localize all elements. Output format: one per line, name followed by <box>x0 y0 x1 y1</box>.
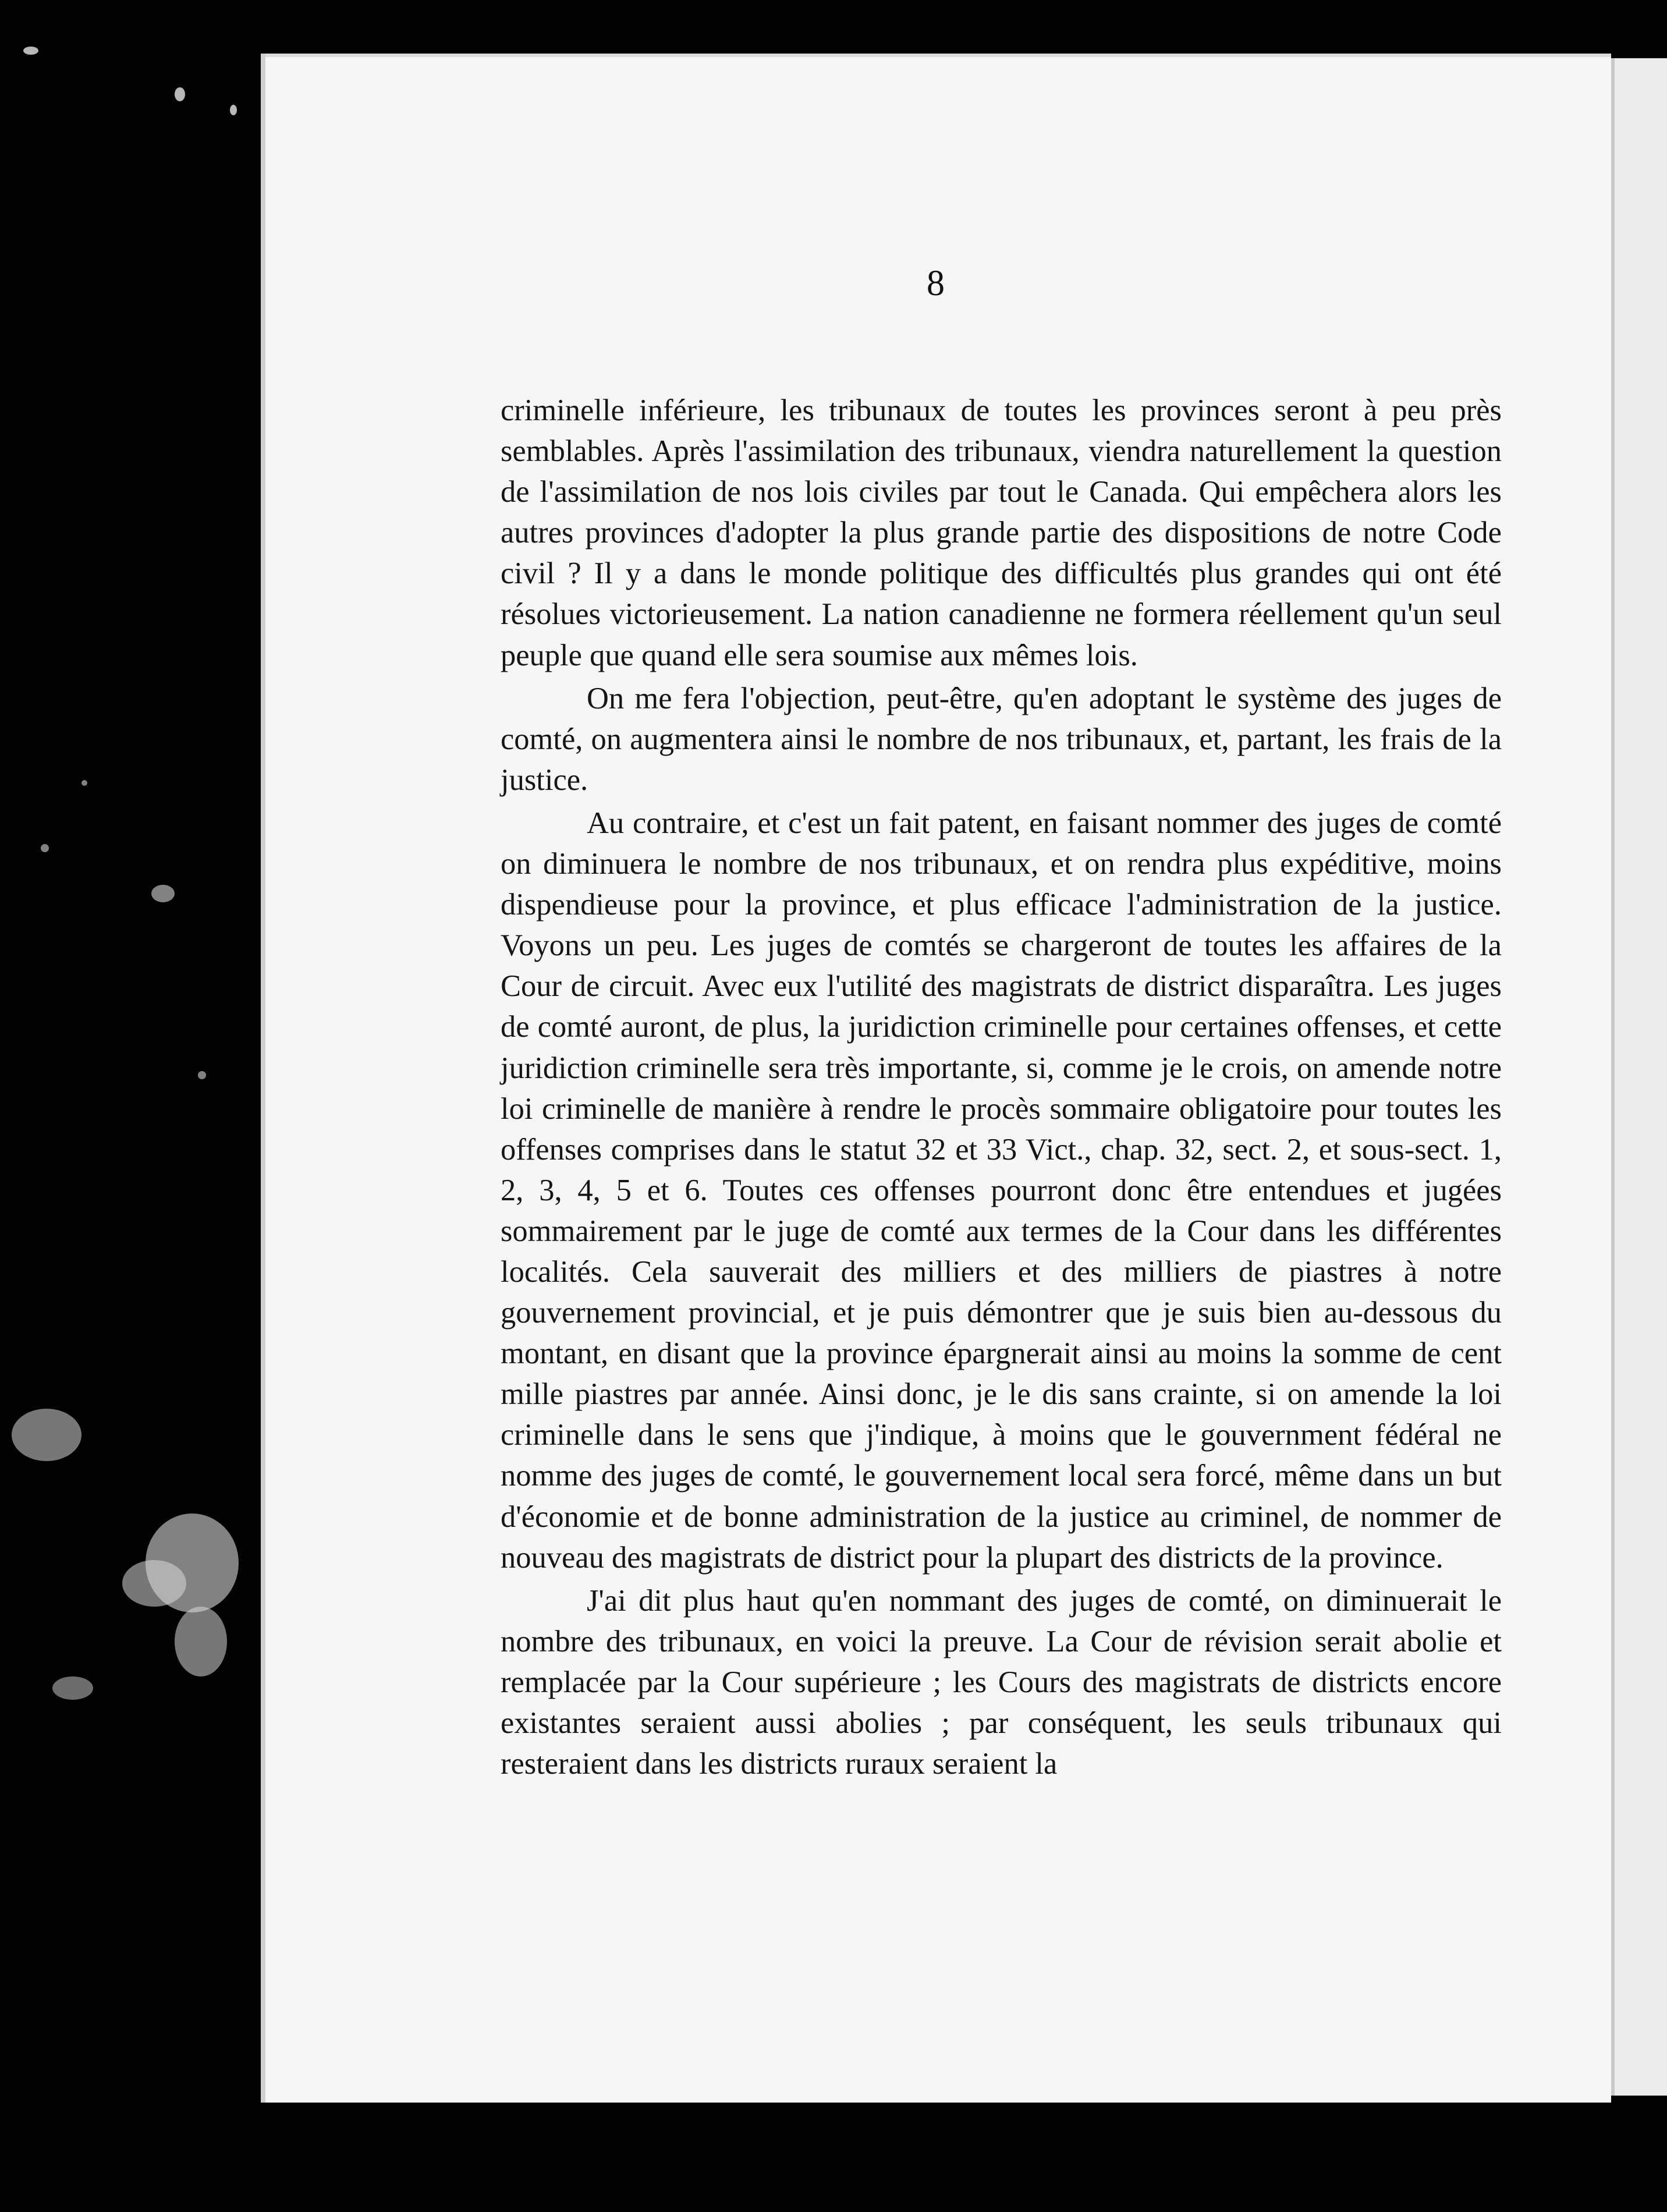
scan-speck <box>146 1513 239 1612</box>
scan-speck <box>151 885 175 902</box>
scan-speck <box>41 844 49 852</box>
paragraph-1: criminelle inférieure, les tribunaux de toutes les provinces seront à peu près semblables. Après l'assimilation des tribunaux, viendra naturellement la question de l'assimilation de nos lois civiles par tout le Canada. Qui empêchera alors les autres provinces d'adopter la plus grande partie des dispositions de notre Code civil ? Il y a dans le monde politique des difficultés plus grandes qui ont été résolues victorieusement. La nation canadienne ne formera réellement qu'un seul peuple que quand elle sera soumise aux mêmes lois. <box>501 394 1502 672</box>
page-body <box>501 390 1502 1784</box>
paragraph-2: On me fera l'objection, peut-être, qu'en adoptant le système des juges de comté, on augmentera ainsi le nombre de nos tribunaux, et, partant, les frais de la justice. <box>501 681 1502 797</box>
scan-speck <box>230 105 237 115</box>
scan-speck <box>52 1676 93 1700</box>
book-page <box>261 54 1611 2103</box>
scan-speck <box>12 1409 81 1461</box>
scan-speck <box>175 87 185 101</box>
scan-speck <box>81 780 87 786</box>
scan-speck <box>198 1071 206 1079</box>
paragraph-4: J'ai dit plus haut qu'en nommant des juges de comté, on diminuerait le nombre des tribunaux, en voici la preuve. La Cour de révision serait abolie et remplacée par la Cour supérieure ; les Cours des magistrats de districts encore existantes seraient aussi abolies ; par conséquent, les seuls tribunaux qui resteraient dans les districts ruraux seraient la <box>501 1583 1502 1781</box>
scan-speck <box>175 1607 227 1676</box>
scan-speck <box>23 47 38 55</box>
page-number: 8 <box>927 264 945 303</box>
adjacent-page-edge <box>1611 58 1667 2096</box>
paragraph-3: Au contraire, et c'est un fait patent, en faisant nommer des juges de comté on diminuera le nombre de nos tribunaux, et on rendra plus expéditive, moins dispendieuse pour la province, et plus efficace l'administration de la justice. Voyons un peu. Les juges de comtés se chargeront de toutes les affaires de la Cour de circuit. Avec eux l'utilité des magistrats de district disparaîtra. Les juges de comté auront, de plus, la juridiction criminelle pour certaines offenses, et cette juridiction criminelle sera très importante, si, comme je le crois, on amende notre loi criminelle de manière à rendre le procès sommaire obligatoire pour toutes les offenses comprises dans le statut 32 et 33 Vict., chap. 32, sect. 2, et sous-sect. 1, 2, 3, 4, 5 et 6. Toutes ces offenses pourront donc être entendues et jugées sommairement par le juge de comté aux termes de la Cour dans les différentes localités. Cela sauverait des milliers et des milliers de piastres à notre gouvernement provincial, et je puis démontrer que je suis bien au-dessous du montant, en disant que la province épargnerait ainsi au moins la somme de cent mille piastres par année. Ainsi donc, je le dis sans crainte, si on amende la loi criminelle dans le sens que j'indique, à moins que le gouvernment fédéral ne nomme des juges de comté, le gouvernement local sera forcé, même dans un but d'économie et de bonne administration de la justice au criminel, de nommer de nouveau des magistrats de district pour la plupart des districts de la province. <box>501 806 1502 1575</box>
